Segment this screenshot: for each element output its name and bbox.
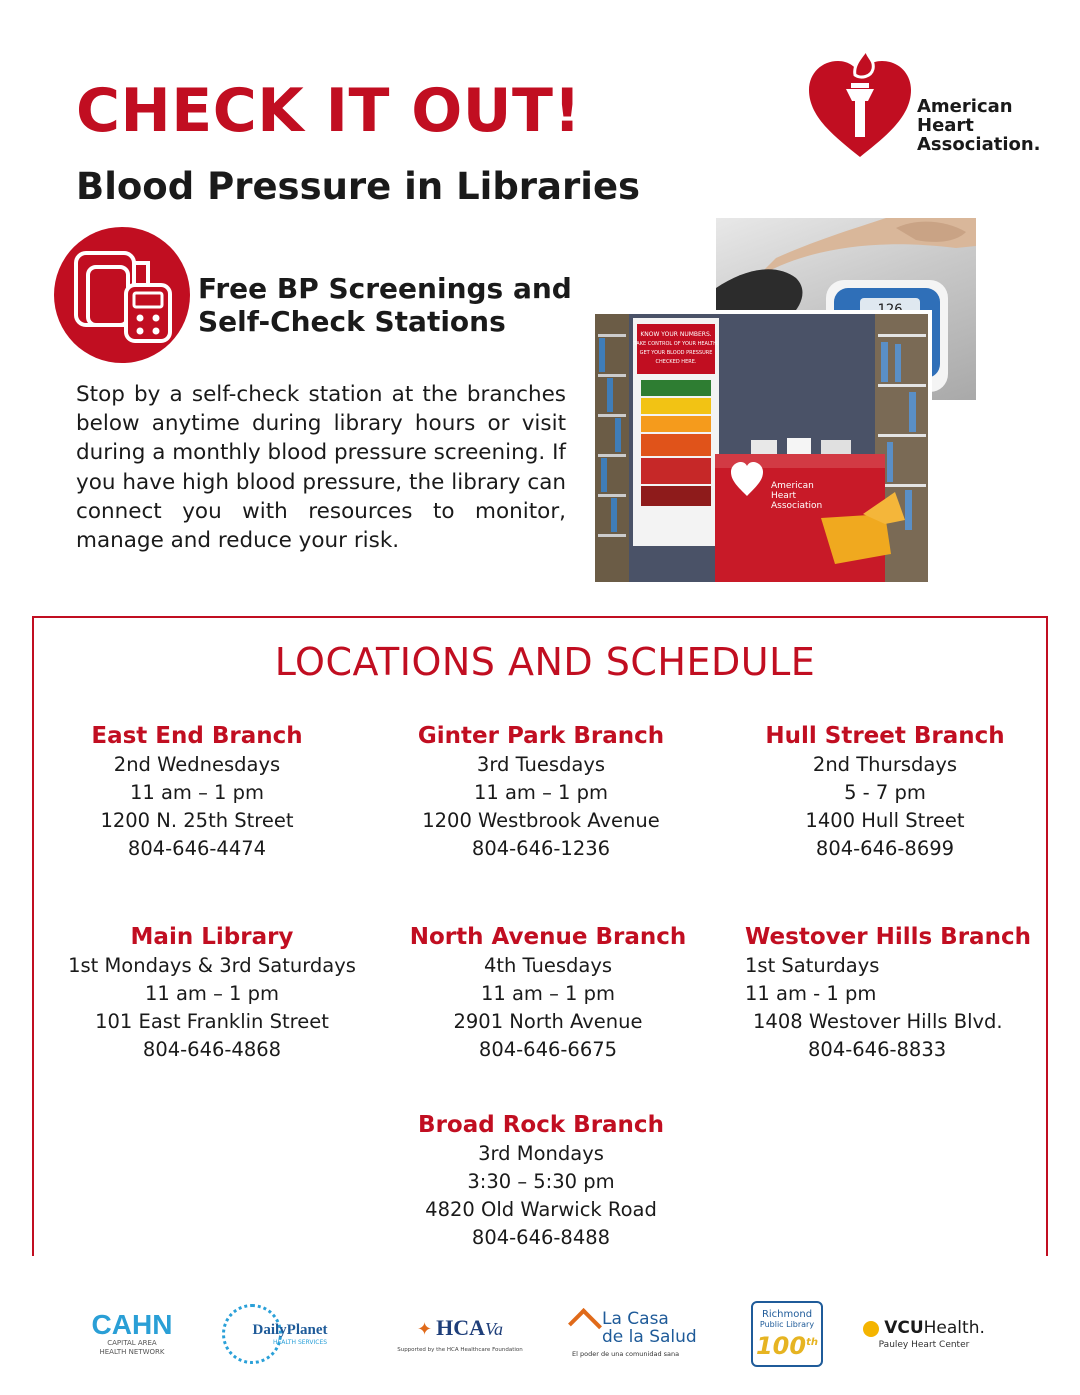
location-time: 11 am - 1 pm: [745, 982, 877, 1005]
location-schedule: 3rd Mondays: [478, 1142, 604, 1165]
banner-line-2: TAKE CONTROL OF YOUR HEALTH.: [633, 341, 719, 347]
la-casa-logo: [568, 1298, 708, 1370]
hca-name: HCA: [436, 1315, 485, 1340]
aha-logo: [805, 45, 1045, 165]
location-address: 1400 Hull Street: [805, 809, 965, 832]
rpl-sup: th: [806, 1337, 818, 1348]
hca-logo: [390, 1298, 530, 1370]
table-logo-line-2: Heart: [771, 491, 797, 501]
location-address: 1200 N. 25th Street: [100, 809, 294, 832]
banner-line-3: GET YOUR BLOOD PRESSURE: [639, 350, 713, 356]
logo-line-2: Heart: [917, 115, 974, 136]
location-card: [745, 922, 1045, 1064]
intro-paragraph: Stop by a self-check station at the branches below anytime during library hours or visit during a monthly blood pressure screening. If you have high blood pressure, the library can connect you with resources to monitor, manage and reduce your risk.: [76, 382, 566, 554]
vcu-health-logo: [862, 1298, 986, 1370]
location-phone: 804-646-1236: [471, 837, 611, 860]
table-logo-line-3: Association: [771, 501, 823, 511]
location-card: [378, 922, 718, 1064]
daily-planet-logo: [218, 1298, 352, 1370]
rpl-line-2: Public Library: [759, 1320, 815, 1329]
rpl-line-1: Richmond: [761, 1309, 813, 1320]
location-address: 4820 Old Warwick Road: [425, 1198, 657, 1221]
location-phone: 804-646-4474: [127, 837, 267, 860]
location-schedule: 4th Tuesdays: [483, 954, 613, 977]
cahn-sub-2: HEALTH NETWORK: [99, 1348, 165, 1356]
cahn-name: CAHN: [91, 1309, 173, 1340]
location-address: 2901 North Avenue: [453, 1010, 643, 1033]
location-card: [371, 721, 711, 863]
location-phone: 804-646-8699: [815, 837, 955, 860]
headline: CHECK IT OUT!: [76, 76, 582, 146]
logo-line-3: Association.: [917, 134, 1041, 155]
banner-line-4: CHECKED HERE.: [655, 359, 697, 365]
location-card: [715, 721, 1055, 863]
location-name: Westover Hills Branch: [745, 924, 1031, 950]
location-name: Main Library: [130, 924, 294, 950]
section-title: LOCATIONS AND SCHEDULE: [274, 640, 816, 684]
location-name: East End Branch: [91, 723, 303, 749]
bp-monitor-icon: [54, 227, 190, 363]
location-phone: 804-646-8488: [471, 1226, 611, 1249]
location-card: [42, 922, 382, 1064]
location-schedule: 3rd Tuesdays: [476, 753, 606, 776]
richmond-library-logo: [746, 1298, 828, 1370]
la-casa-name-2: de la Salud: [602, 1327, 697, 1347]
hca-suffix: Va: [484, 1319, 503, 1339]
feature-title: [198, 272, 572, 338]
table-logo-line-1: American: [771, 481, 814, 491]
location-schedule: 2nd Thursdays: [812, 753, 958, 776]
cahn-logo: [82, 1298, 182, 1370]
location-schedule: 1st Mondays & 3rd Saturdays: [68, 954, 356, 977]
vcu-ram-icon: [863, 1321, 879, 1337]
location-time: 11 am – 1 pm: [129, 781, 265, 804]
location-phone: 804-646-8833: [808, 1038, 947, 1061]
la-casa-sub: El poder de una comunidad sana: [572, 1350, 680, 1358]
location-address: 101 East Franklin Street: [95, 1010, 329, 1033]
house-icon: [568, 1308, 602, 1342]
library-booth-photo: [595, 310, 932, 582]
bp-monitor-badge: [54, 227, 190, 363]
hca-sub: Supported by the HCA Healthcare Foundation: [397, 1347, 523, 1353]
daily-planet-name: DailyPlanet: [252, 1322, 328, 1338]
location-time: 3:30 – 5:30 pm: [467, 1170, 615, 1193]
banner-line-1: KNOW YOUR NUMBERS.: [640, 331, 712, 338]
location-address: 1200 Westbrook Avenue: [422, 809, 660, 832]
heart-torch-icon: [805, 45, 915, 165]
location-time: 11 am – 1 pm: [473, 781, 609, 804]
location-time: 11 am – 1 pm: [480, 982, 616, 1005]
subheadline: Blood Pressure in Libraries: [76, 165, 641, 208]
rpl-num: 100: [755, 1332, 807, 1360]
location-name: Hull Street Branch: [765, 723, 1005, 749]
location-phone: 804-646-6675: [478, 1038, 618, 1061]
vcu-sub: Pauley Heart Center: [878, 1340, 970, 1350]
location-phone: 804-646-4868: [142, 1038, 282, 1061]
photo-collage: [595, 218, 977, 578]
daily-planet-sub: HEALTH SERVICES: [272, 1339, 328, 1346]
location-time: 5 - 7 pm: [844, 781, 926, 804]
vcu-name: VCU: [884, 1318, 924, 1338]
location-schedule: 1st Saturdays: [745, 954, 880, 977]
location-card: [371, 1110, 711, 1252]
location-name: Broad Rock Branch: [418, 1112, 664, 1138]
location-schedule: 2nd Wednesdays: [113, 753, 281, 776]
location-name: Ginter Park Branch: [417, 723, 665, 749]
location-card: [27, 721, 367, 863]
la-casa-name-1: La Casa: [602, 1309, 669, 1329]
logo-line-1: American: [917, 96, 1013, 117]
cahn-sub-1: CAPITAL AREA: [107, 1339, 157, 1347]
location-time: 11 am – 1 pm: [144, 982, 280, 1005]
hca-star-icon: ✦: [417, 1319, 433, 1339]
location-address: 1408 Westover Hills Blvd.: [753, 1010, 1003, 1033]
partner-logos: [0, 1298, 1080, 1378]
location-name: North Avenue Branch: [409, 924, 687, 950]
feature-title-line-1: Free BP Screenings and: [198, 272, 572, 305]
vcu-name-2: Health.: [923, 1318, 985, 1338]
feature-title-line-2: Self-Check Stations: [198, 305, 506, 338]
